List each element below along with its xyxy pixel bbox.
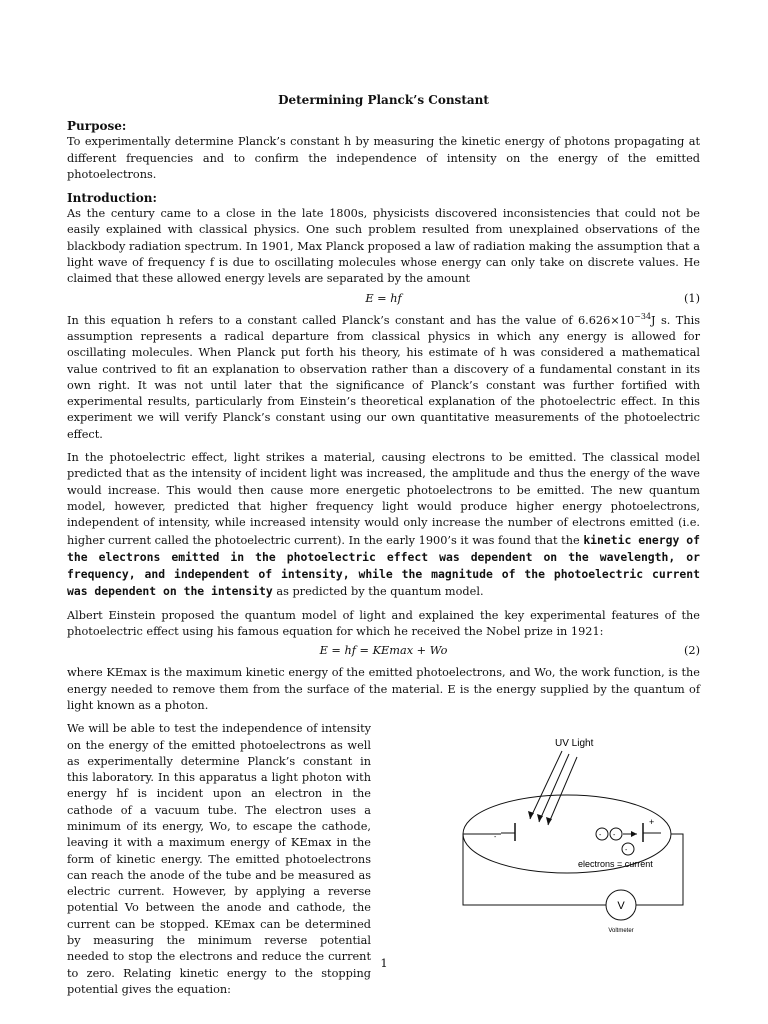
photoelectric-circuit-diagram (447, 721, 700, 981)
cathode-sign: - (494, 834, 497, 842)
equation-2-number: (2) (683, 644, 700, 658)
electron-icon (610, 828, 622, 840)
intro-paragraph-3-end: as predicted by the quantum model. (276, 585, 484, 599)
text-and-figure (67, 721, 700, 996)
arrowhead-icon (631, 831, 637, 837)
equation-2 (67, 643, 700, 663)
electrons-current-label: electrons = current (578, 859, 653, 870)
electron-charge: - (625, 847, 628, 855)
uv-ray-arrowheads (528, 811, 552, 825)
page-number: 1 (380, 956, 388, 970)
electron-charge: - (599, 832, 602, 840)
introduction-heading: Introduction: (67, 191, 157, 206)
intro-paragraph-1: As the century came to a close in the late 1800s, physicists discovered inconsistencies that could not be easily explained with classical physics. One such problem resulted from unexplained observations of the blackbody radiation spectrum. In 1901, Max Planck proposed a law of radiation making the assumption that a light wave of frequency f is due to oscillating molecules whose energy can only take on discrete values. He claimed that these allowed energy levels are separated by the amount (67, 207, 700, 286)
voltmeter-symbol: V (617, 900, 625, 913)
circuit-wire-right (636, 834, 683, 905)
document-page (67, 92, 701, 996)
intro-paragraph-6: We will be able to test the independence of intensity on the energy of the emitted photoelectrons as well as experimentally determine Planck’s constant in this laboratory. In this apparatus a light photon with energy hf is incident upon an electron in the cathode of a vacuum tube. The electron uses a minimum of its energy, Wo, to escape the cathode, leaving it with a maximum energy of KEmax in the form of kinetic energy. The emitted photoelectrons can reach the anode of the tube and be measured as electric current. However, by applying a reverse potential Vo between the anode and cathode, the current can be stopped. KEmax can be determined by measuring the minimum reverse potential needed to stop the electrons and reduce the current to zero. Relating kinetic energy to the stopping potential gives the equation: (67, 722, 371, 996)
equation-1-number: (1) (683, 291, 700, 305)
purpose-heading: Purpose: (67, 119, 127, 134)
planck-exponent: −34 (634, 311, 652, 321)
voltmeter-label: Voltmeter (608, 928, 634, 935)
intro-paragraph-5: where KEmax is the maximum kinetic energy of the emitted photoelectrons, and Wo, the work function, is the energy needed to remove them from the surface of the material. E is the energy supplied by the quantum of light known as a photon. (67, 666, 700, 712)
intro-paragraph-2-rest: J s. This assumption represents a radical departure from classical physics in which any energy is allowed for oscillating molecules. When Planck put forth his theory, his estimate of h was considered a mathematical value contrived to fit an explanation to observation rather than a discovery of a fundamental constant in its own right. It was not until later that the significance of Planck’s constant was further fortified with experimental results, particularly from Einstein’s theoretical explanation of the photoelectric effect. In this experiment we will verify Planck’s constant using our own quantitative measurements of the photoelectric effect. (67, 313, 701, 441)
intro-paragraph-2-start: In this equation h refers to a constant called Planck’s constant and has the value of 6.626×10 (67, 313, 635, 327)
equation-1 (67, 291, 700, 311)
intro-paragraph-2 (67, 313, 700, 443)
electron-charge: - (613, 832, 616, 840)
circuit-wire-left (463, 834, 606, 905)
electron-icon (622, 843, 634, 855)
uv-rays (530, 751, 577, 825)
uv-ray (530, 751, 562, 819)
anode-sign: + (649, 817, 655, 828)
equation-2-expression: E = hf = KEmax + Wo (319, 644, 448, 658)
uv-light-label: UV Light (555, 738, 594, 750)
intro-paragraph-3-bold: kinetic energy of the electrons emitted in the photoelectric effect was dependent on the wavelength, or frequency, and independent of intensity, while the magnitude of the photoelectric current was dependent on the intensity (67, 532, 700, 599)
intro-paragraph-4: Albert Einstein proposed the quantum model of light and explained the key experimental features of the photoelectric effect using his famous equation for which he received the Nobel prize in 1921: (67, 608, 700, 639)
purpose-text: To experimentally determine Planck’s constant h by measuring the kinetic energy of photons propagating at different frequencies and to confirm the independence of intensity on the energy of the emitted photoelectrons. (67, 135, 700, 181)
electron-icon (596, 828, 608, 840)
document-title: Determining Planck’s Constant (278, 93, 489, 107)
equation-1-expression: E = hf (365, 291, 402, 305)
intro-paragraph-3-start: In the photoelectric effect, light strikes a material, causing electrons to be emitted. The classical model predicted that as the intensity of incident light was increased, the amplitude and thus the energy of the wave would increase. This would then cause more energetic photoelectrons to be emitted. The new quantum model, however, predicted that higher frequency light would produce higher energy photoelectrons, independent of intensity, while increased intensity would only increase the number of electrons emitted (i.e. higher current called the photoelectric current). In the early 1900’s it was found that the (67, 451, 700, 547)
intro-paragraph-3 (67, 450, 700, 601)
